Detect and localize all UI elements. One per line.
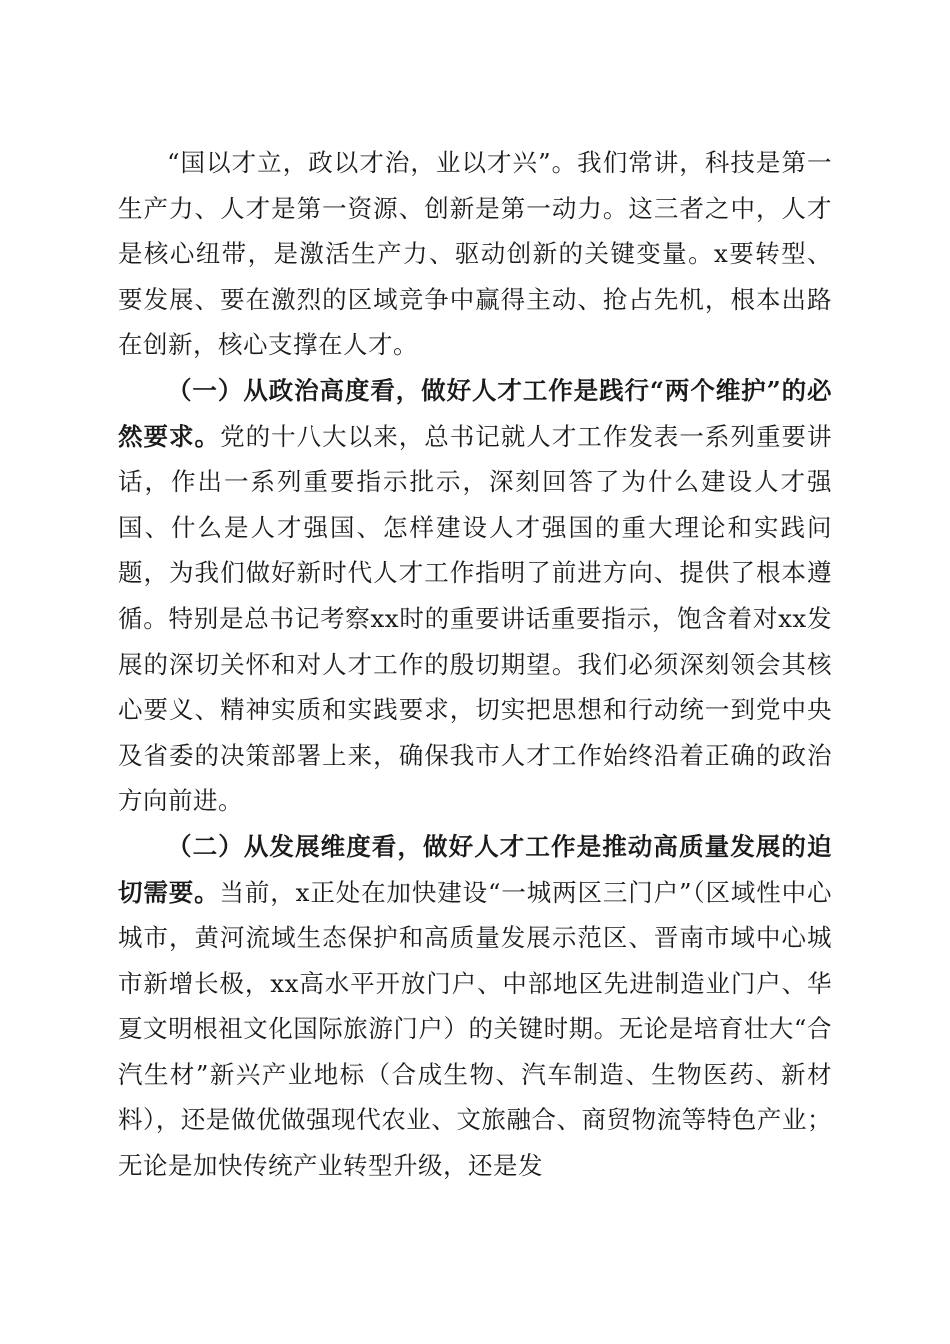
paragraph-development-text: 当前，x正处在加快建设“一城两区三门户”（区域性中心城市，黄河流域生态保护和高质量发展示范区、晋南市域中心城市新增长极，xx高水平开放门户、中部地区先进制造业门户、华夏文明根祖文化国际旅游门户）的关键时期。无论是培育壮大“合汽生材”新兴产业地标（合成生物、汽车制造、生物医药、新材料），还是做优做强现代农业、文旅融合、商贸物流等特色产业；无论是加快传统产业转型升级，还是发 xyxy=(118,877,832,1181)
paragraph-political-dimension xyxy=(118,368,832,824)
document-body xyxy=(118,140,832,1189)
section-heading-development: （二）从发展维度看，做好人才工作是推动高质量发展的迫切需要。 xyxy=(118,831,832,907)
paragraph-development-dimension xyxy=(118,824,832,1189)
section-heading-political: （一）从政治高度看，做好人才工作是践行“两个维护”的必然要求。 xyxy=(118,375,832,451)
paragraph-intro xyxy=(118,140,832,368)
paragraph-political-text: 党的十八大以来，总书记就人才工作发表一系列重要讲话，作出一系列重要指示批示，深刻回答了为什么建设人才强国、什么是人才强国、怎样建设人才强国的重大理论和实践问题，为我们做好新时代人才工作指明了前进方向、提供了根本遵循。特别是总书记考察xx时的重要讲话重要指示，饱含着对xx发展的深切关怀和对人才工作的殷切期望。我们必须深刻领会其核心要义、精神实质和实践要求，切实把思想和行动统一到党中央及省委的决策部署上来，确保我市人才工作始终沿着正确的政治方向前进。 xyxy=(118,421,833,816)
paragraph-intro-text: “国以才立，政以才治，业以才兴”。我们常讲，科技是第一生产力、人才是第一资源、创新是第一动力。这三者之中，人才是核心纽带，是激活生产力、驱动创新的关键变量。x要转型、要发展、要在激烈的区域竞争中赢得主动、抢占先机，根本出路在创新，核心支撑在人才。 xyxy=(118,148,832,360)
